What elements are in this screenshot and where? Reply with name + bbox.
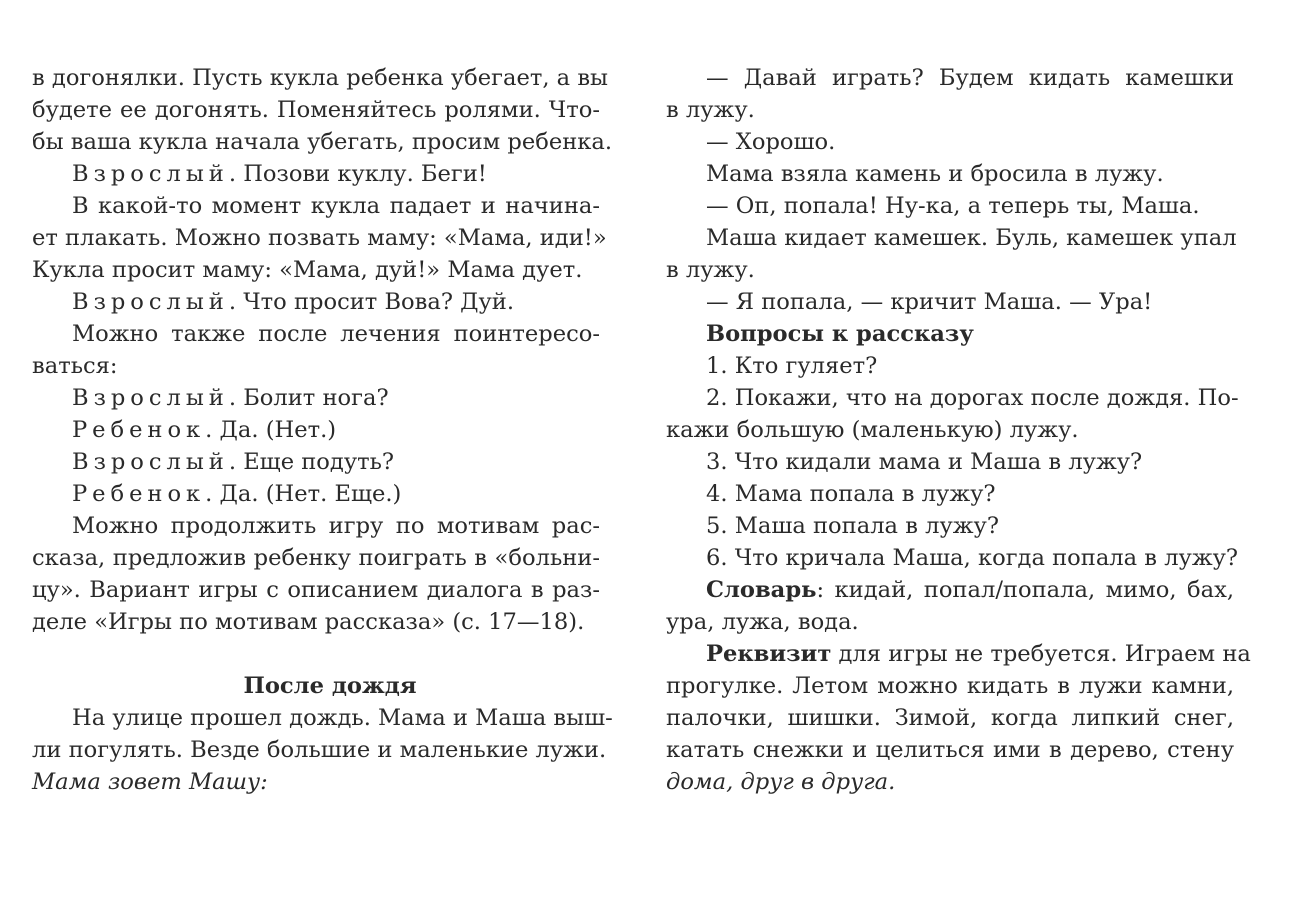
dialog-line: в лужу. bbox=[666, 97, 755, 123]
text-line: будете ее догонять. Поменяйтесь ролями. Что- bbox=[32, 97, 600, 123]
vocabulary-line bbox=[666, 574, 1234, 606]
vocabulary-text: : кидай, попал/попала, мимо, бах, bbox=[816, 577, 1234, 603]
text-line: палочки, шишки. Зимой, когда липкий снег, bbox=[666, 705, 1234, 731]
right-column bbox=[666, 62, 1251, 798]
dialog-line bbox=[32, 446, 600, 478]
dialog-line: — Я попала, — кричит Маша. — Ура! bbox=[706, 289, 1153, 315]
dialog-text: . Что просит Вова? Дуй. bbox=[228, 289, 515, 315]
section-gap bbox=[32, 638, 600, 670]
dialog-line: — Давай играть? Будем кидать камешки bbox=[706, 65, 1234, 91]
text-line: прогулке. Летом можно кидать в лужи камни, bbox=[666, 673, 1234, 699]
speaker-label: Взрослый bbox=[72, 449, 229, 475]
speaker-label: Ребенок bbox=[72, 481, 206, 507]
dialog-line bbox=[32, 478, 600, 510]
text-line: цу». Вариант игры с описанием диалога в раз- bbox=[32, 577, 600, 603]
props-line bbox=[666, 638, 1251, 670]
text-line: сказа, предложив ребенку поиграть в «больни- bbox=[32, 545, 600, 571]
speaker-label: Взрослый bbox=[72, 385, 229, 411]
question-item: 6. Что кричала Маша, когда попала в лужу? bbox=[706, 545, 1239, 571]
question-item-continued: кажи большую (маленькую) лужу. bbox=[666, 417, 1079, 443]
text-line: бы ваша кукла начала убегать, просим ребенка. bbox=[32, 129, 613, 155]
text-line: Можно продолжить игру по мотивам рас- bbox=[72, 513, 600, 539]
dialog-line bbox=[32, 414, 600, 446]
text-line: Мама взяла камень и бросила в лужу. bbox=[706, 161, 1164, 187]
props-text: для игры не требуется. Играем на bbox=[831, 641, 1251, 667]
text-line-italic: дома, друг в друга. bbox=[666, 769, 896, 795]
speaker-label: Ребенок bbox=[72, 417, 206, 443]
speaker-label: Взрослый bbox=[72, 161, 229, 187]
dialog-text: . Болит нога? bbox=[228, 385, 389, 411]
dialog-line: — Хорошо. bbox=[706, 129, 836, 155]
question-item: 3. Что кидали мама и Маша в лужу? bbox=[706, 449, 1143, 475]
question-item: 4. Мама попала в лужу? bbox=[706, 481, 996, 507]
dialog-line: — Оп, попала! Ну-ка, а теперь ты, Маша. bbox=[706, 193, 1200, 219]
text-line: ли погулять. Везде большие и маленькие лужи. bbox=[32, 737, 607, 763]
text-line: ваться: bbox=[32, 353, 118, 379]
dialog-text: . Да. (Нет.) bbox=[205, 417, 337, 443]
text-line: Можно также после лечения поинтересо- bbox=[72, 321, 600, 347]
text-line: На улице прошел дождь. Мама и Маша выш- bbox=[72, 705, 613, 731]
text-line: ет плакать. Можно позвать маму: «Мама, иди!» bbox=[32, 225, 607, 251]
text-line: Маша кидает камешек. Буль, камешек упал bbox=[706, 225, 1237, 251]
vocabulary-line-continued: ура, лужа, вода. bbox=[666, 609, 859, 635]
question-item: 2. Покажи, что на дорогах после дождя. По- bbox=[706, 385, 1239, 411]
text-line: деле «Игры по мотивам рассказа» (с. 17—18). bbox=[32, 609, 585, 635]
questions-heading: Вопросы к рассказу bbox=[706, 321, 974, 347]
dialog-text: . Позови куклу. Беги! bbox=[228, 161, 487, 187]
dialog-line bbox=[32, 286, 600, 318]
vocabulary-label: Словарь bbox=[706, 577, 817, 603]
page-bottom-margin bbox=[0, 822, 1307, 900]
speaker-label: Взрослый bbox=[72, 289, 229, 315]
text-line: в догонялки. Пусть кукла ребенка убегает, а вы bbox=[32, 65, 609, 91]
dialog-text: . Да. (Нет. Еще.) bbox=[205, 481, 402, 507]
text-line: В какой-то момент кукла падает и начина- bbox=[72, 193, 600, 219]
text-line: Кукла просит маму: «Мама, дуй!» Мама дует. bbox=[32, 257, 583, 283]
dialog-text: . Еще подуть? bbox=[228, 449, 395, 475]
text-line: в лужу. bbox=[666, 257, 755, 283]
dialog-line bbox=[32, 158, 600, 190]
text-line-italic: Мама зовет Машу: bbox=[32, 769, 268, 795]
story-title: После дождя bbox=[243, 673, 417, 699]
question-item: 1. Кто гуляет? bbox=[706, 353, 878, 379]
question-item: 5. Маша попала в лужу? bbox=[706, 513, 999, 539]
props-label: Реквизит bbox=[706, 641, 832, 667]
dialog-line bbox=[32, 382, 600, 414]
left-column bbox=[32, 62, 613, 798]
text-line: катать снежки и целиться ими в дерево, стену bbox=[666, 737, 1234, 763]
